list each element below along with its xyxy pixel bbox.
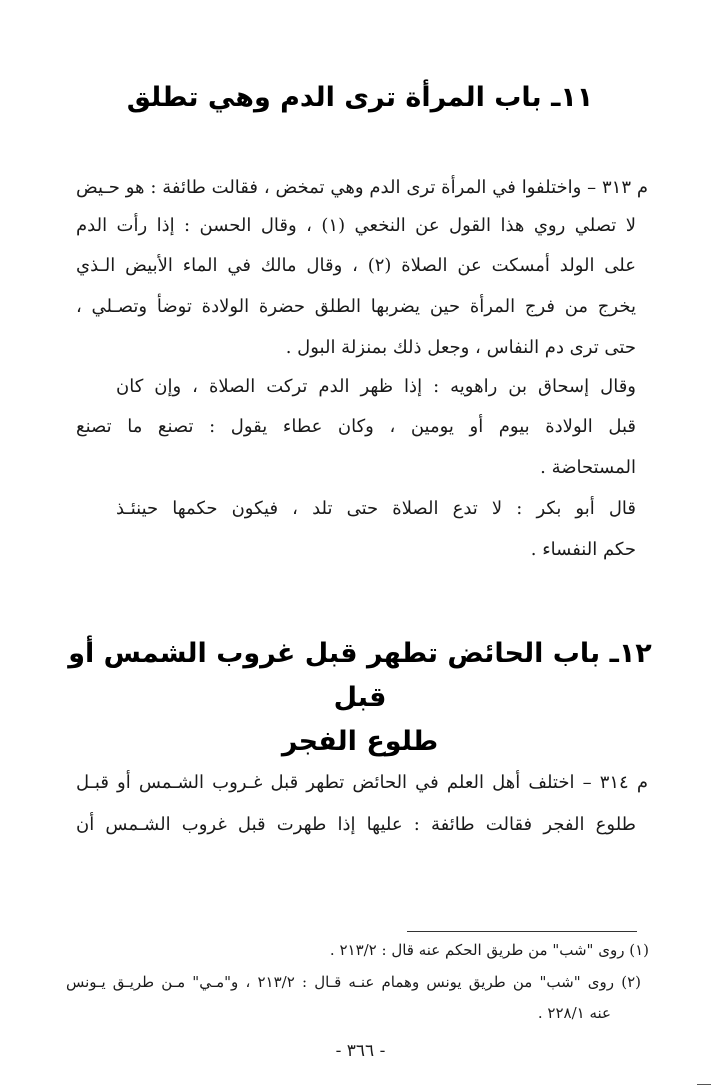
paragraph-313-line-5: حتى ترى دم النفاس ، وجعل ذلك بمنزلة البول .	[285, 337, 636, 358]
footnote-1: (١) روى "شب" من طريق الحكم عنه قال : ٢١٣/٢ .	[329, 941, 649, 959]
footnote-2-continuation: عنه ٢٢٨/١ .	[537, 1004, 611, 1022]
paragraph-313-line-4: يخرج من فرج المرأة حين يضربها الطلق حضرة الولادة توضأ وتصـلي ،	[76, 296, 636, 317]
paragraph-313-line-1: م ٣١٣ – واختلفوا في المرأة ترى الدم وهي تمخض ، فقالت طائفة : هو حـيض	[76, 177, 648, 198]
paragraph-ishaq-line-2: قبل الولادة بيوم أو يومين ، وكان عطاء يقول : تصنع ما تصنع	[76, 416, 636, 437]
paragraph-313-line-3: على الولد أمسكت عن الصلاة (٢) ، وقال مالك في الماء الأبيض الـذي	[76, 255, 637, 276]
paragraph-ishaq-line-1: وقال إسحاق بن راهويه : إذا ظهر الدم تركت الصلاة ، وإن كان	[116, 376, 636, 397]
paragraph-abubakr-line-1: قال أبو بكر : لا تدع الصلاة حتى تلد ، فيكون حكمها حينئـذ	[116, 498, 636, 519]
section-12-title-line-2: طلوع الفجر	[281, 726, 439, 757]
paragraph-314-line-1: م ٣١٤ – اختلف أهل العلم في الحائض تطهر قبل غـروب الشـمس أو قبـل	[76, 772, 648, 793]
section-11-title: ١١ـ باب المرأة ترى الدم وهي تطلق	[126, 82, 594, 113]
section-12-title-line-1: ١٢ـ باب الحائض تطهر قبل غروب الشمس أو قبل	[68, 638, 652, 713]
section-12-title	[60, 632, 660, 764]
footnote-divider	[407, 931, 637, 932]
paragraph-313-line-2: لا تصلي روي هذا القول عن النخعي (١) ، وقال الحسن : إذا رأت الدم	[76, 215, 637, 236]
footnote-2: (٢) روى "شب" من طريق يونس وهمام عنـه قـال : ٢١٣/٢ ، و"مـي" مـن طريـق يـونس	[66, 973, 641, 991]
paragraph-ishaq-line-3: المستحاضة .	[540, 457, 636, 478]
paragraph-314-line-2: طلوع الفجر فقالت طائفة : عليها إذا طهرت قبل غروب الشـمس أن	[76, 814, 636, 835]
scan-mark	[697, 1084, 711, 1085]
page-number: - ٣٦٦ -	[335, 1041, 386, 1061]
paragraph-abubakr-line-2: حكم النفساء .	[530, 539, 636, 560]
